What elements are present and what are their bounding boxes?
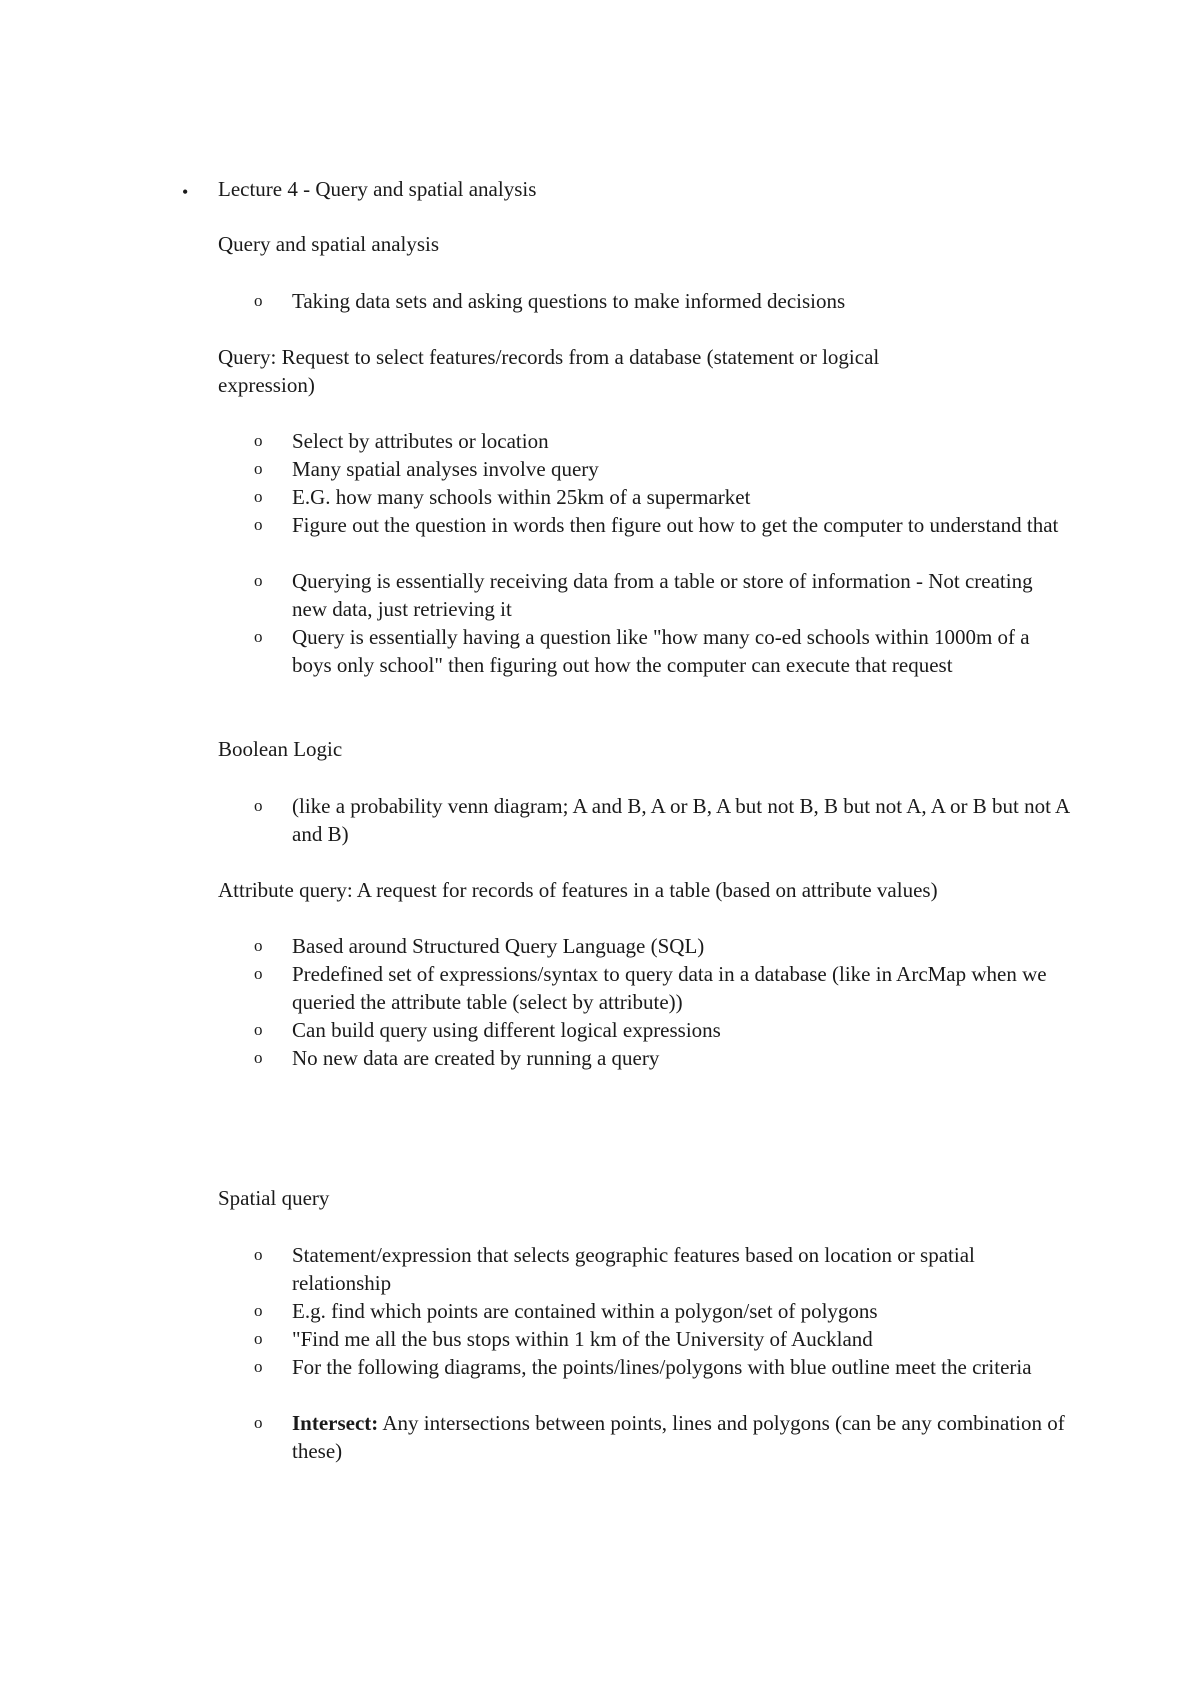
list-item: E.G. how many schools within 25km of a supermarket — [292, 485, 751, 509]
bullet-marker: • — [182, 182, 189, 202]
list-item-intersect — [292, 1409, 1072, 1465]
intersect-text: Any intersections between points, lines and polygons (can be any combination of these) — [292, 1411, 1065, 1463]
list-item: Statement/expression that selects geographic features based on location or spatial relationship — [292, 1243, 975, 1295]
sub-bullet-marker: o — [254, 431, 263, 450]
list-item: Querying is essentially receiving data from a table or store of information - Not creating new data, just retrieving it — [292, 569, 1033, 621]
section-heading-boolean: Boolean Logic — [218, 737, 343, 761]
section-heading-query-spatial: Query and spatial analysis — [218, 232, 440, 256]
list-item: Can build query using different logical expressions — [292, 1018, 721, 1042]
sub-bullet-marker: o — [254, 1357, 263, 1376]
sub-bullet-marker: o — [254, 1020, 263, 1039]
sub-bullet-marker: o — [254, 936, 263, 955]
list-item: For the following diagrams, the points/lines/polygons with blue outline meet the criteria — [292, 1355, 1032, 1379]
list-item: Many spatial analyses involve query — [292, 457, 599, 481]
intersect-label: Intersect: — [292, 1411, 379, 1435]
sub-bullet-marker: o — [254, 571, 263, 590]
sub-bullet-marker: o — [254, 964, 263, 983]
list-item: Figure out the question in words then figure out how to get the computer to understand that — [292, 513, 1059, 537]
sub-bullet-marker: o — [254, 1329, 263, 1348]
sub-bullet-marker: o — [254, 291, 263, 310]
section-heading-spatial: Spatial query — [218, 1186, 330, 1210]
list-item: Based around Structured Query Language (SQL) — [292, 934, 705, 958]
list-item: Predefined set of expressions/syntax to query data in a database (like in ArcMap when we queried the attribute table (select by attribute)) — [292, 962, 1047, 1014]
lecture-title: Lecture 4 - Query and spatial analysis — [218, 177, 537, 201]
sub-bullet-marker: o — [254, 1301, 263, 1320]
sub-bullet-marker: o — [254, 627, 263, 646]
sub-bullet-marker: o — [254, 459, 263, 478]
list-item: "Find me all the bus stops within 1 km of the University of Auckland — [292, 1327, 873, 1351]
section-heading-query: Query: Request to select features/records from a database (statement or logical — [218, 345, 880, 369]
list-item: No new data are created by running a query — [292, 1046, 660, 1070]
sub-bullet-marker: o — [254, 1245, 263, 1264]
section-heading-attribute: Attribute query: A request for records of features in a table (based on attribute values) — [218, 878, 938, 902]
sub-bullet-marker: o — [254, 1413, 263, 1432]
list-item: E.g. find which points are contained within a polygon/set of polygons — [292, 1299, 878, 1323]
sub-bullet-marker: o — [254, 1048, 263, 1067]
sub-bullet-marker: o — [254, 487, 263, 506]
list-item: (like a probability venn diagram; A and B, A or B, A but not B, B but not A, A or B but not A and B) — [292, 794, 1070, 846]
sub-bullet-marker: o — [254, 515, 263, 534]
list-item: Taking data sets and asking questions to make informed decisions — [292, 289, 846, 313]
list-item: Query is essentially having a question like "how many co-ed schools within 1000m of a boys only school" then figuring out how the computer can execute that request — [292, 625, 1030, 677]
list-item: Select by attributes or location — [292, 429, 549, 453]
section-heading-query-cont: expression) — [218, 373, 315, 397]
sub-bullet-marker: o — [254, 796, 263, 815]
